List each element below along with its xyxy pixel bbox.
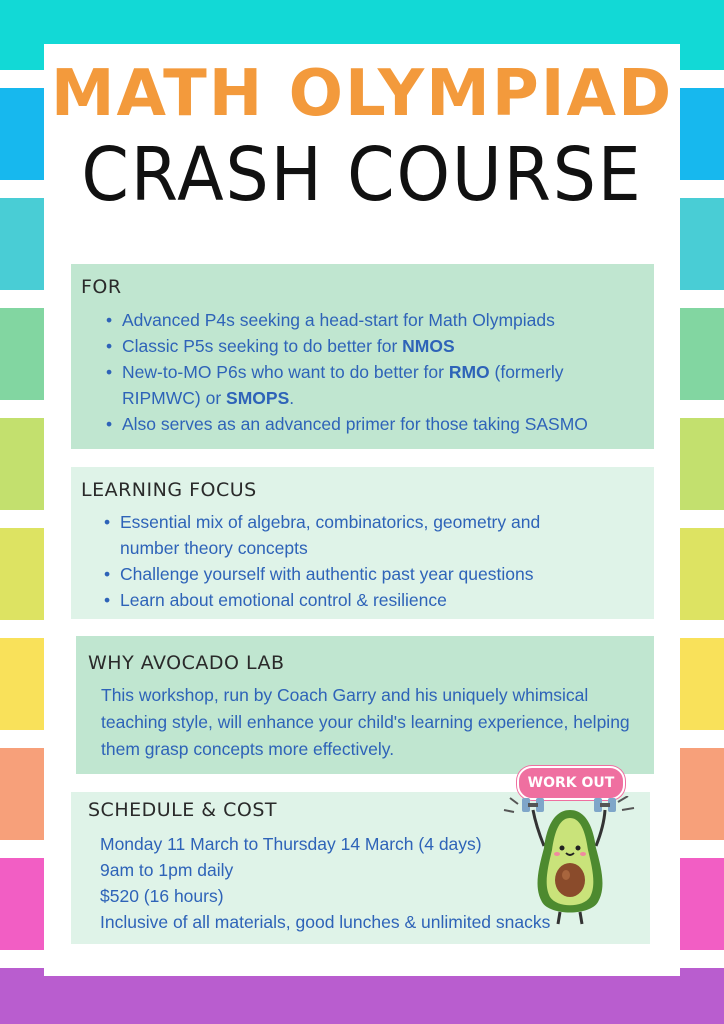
stripe-10 [0, 968, 724, 1024]
list-item: • Essential mix of algebra, combinatorics, geometry and number theory concepts [104, 509, 584, 561]
list-item: • Challenge yourself with authentic past year questions [104, 561, 584, 587]
list-item: • Advanced P4s seeking a head-start for Math Olympiads [106, 307, 646, 333]
list-item: • Classic P5s seeking to do better for NMOS [106, 333, 646, 359]
schedule-heading: SCHEDULE & COST [88, 799, 278, 821]
schedule-inclusions: Inclusive of all materials, good lunches & unlimited snacks [100, 912, 551, 932]
learning-focus-list [104, 509, 584, 613]
list-item: • New-to-MO P6s who want to do better for RMO (formerly RIPMWC) or SMOPS. [106, 359, 646, 411]
list-item: • Also serves as an advanced primer for those taking SASMO [106, 411, 646, 437]
why-heading: WHY AVOCADO LAB [88, 652, 285, 674]
schedule-price: $520 (16 hours) [100, 886, 224, 906]
title-math-olympiad: MATH OLYMPIAD [50, 57, 674, 131]
for-list [106, 307, 646, 437]
why-text: This workshop, run by Coach Garry and his uniquely whimsical teaching style, will enhance your child's learning experience, helping them grasp concepts more effectively. [101, 685, 630, 759]
avocado-workout-icon [500, 796, 640, 926]
title-crash-course: CRASH COURSE [81, 132, 643, 218]
list-item: • Learn about emotional control & resilience [104, 587, 584, 613]
schedule-time: 9am to 1pm daily [100, 860, 234, 880]
schedule-dates: Monday 11 March to Thursday 14 March (4 days) [100, 834, 482, 854]
for-heading: FOR [81, 276, 122, 298]
learning-focus-heading: LEARNING FOCUS [81, 479, 257, 501]
work-out-badge: WORK OUT [517, 766, 625, 800]
